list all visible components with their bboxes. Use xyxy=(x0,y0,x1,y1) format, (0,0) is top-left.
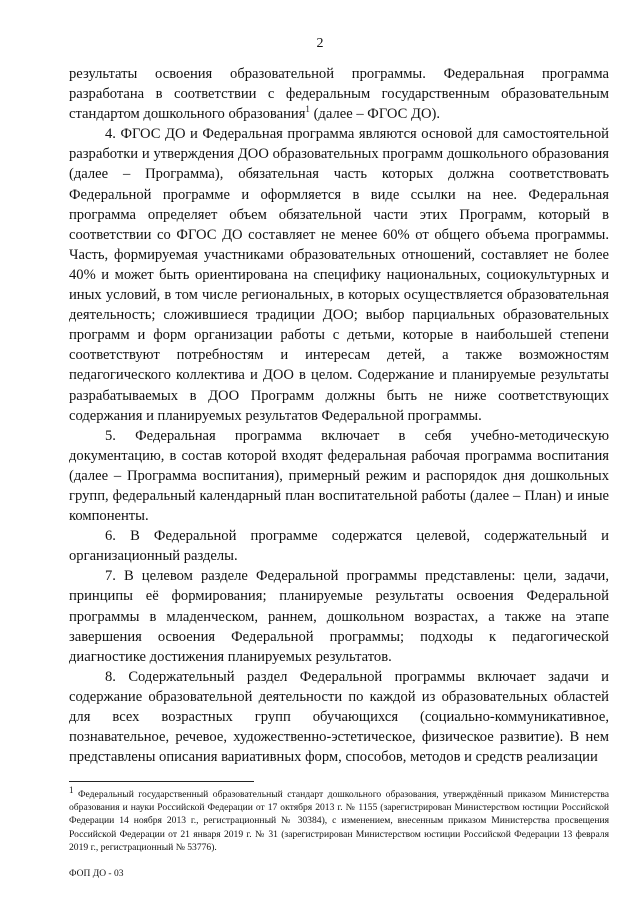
footnote-divider xyxy=(69,781,254,782)
footnote xyxy=(69,784,609,854)
body-text xyxy=(69,64,609,767)
paragraph-continuation xyxy=(69,64,609,124)
footnote-text: Федеральный государственный образовательный стандарт дошкольного образования, утверждённый приказом Министерства образования и науки Российской Федерации от 17 октября 2013 г. № 1155 (зарегистрирован Министерством юстиции Российской Федерации 14 ноября 2013 г., регистрационный № 30384), с изменением, внесенным приказом Министерства просвещения Российской Федерации от 21 января 2019 г. № 31 (зарегистрирован Министерством юстиции Российской Федерации 13 февраля 2019 г., регистрационный № 53776). xyxy=(69,789,609,853)
paragraph-5: 5. Федеральная программа включает в себя учебно-методическую документацию, в состав которой входят федеральная рабочая программа воспитания (далее – Программа воспитания), примерный режим и распорядок дня дошкольных групп, федеральный календарный план воспитательной работы (далее – План) и иные компоненты. xyxy=(69,427,609,525)
footnote-reference: 1 xyxy=(305,104,310,115)
paragraph-6: 6. В Федеральной программе содержатся целевой, содержательный и организационный разделы. xyxy=(69,528,609,565)
footnote-marker: 1 xyxy=(69,784,74,795)
paragraph-text: результаты освоения образовательной программы. Федеральная программа разработана в соответствии с федеральным государственным образовательным стандартом дошкольного образования xyxy=(69,66,609,123)
paragraph-4: 4. ФГОС ДО и Федеральная программа являются основой для самостоятельной разработки и утверждения ДОО образовательных программ дошкольного образования (далее – Программа), обязательная часть которых должна соответствовать Федеральной программе и оформляется в виде ссылки на нее. Федеральная программа определяет объем обязательной части этих Программ, который в соответствии со ФГОС ДО составляет не менее 60% от общего объема программы. Часть, формируемая участниками образовательных отношений, составляет не более 40% и может быть ориентирована на специфику национальных, социокультурных и иных условий, в том числе региональных, в которых осуществляется образовательная деятельность; сложившиеся традиции ДОО; выбор парциальных образовательных программ и форм организации работы с детьми, которые в наибольшей степени соответствуют потребностям и интересам детей, а также возможностям педагогического коллектива и ДОО в целом. Содержание и планируемые результаты разрабатываемых в ДОО Программ должны быть не ниже соответствующих содержания и планируемых результатов Федеральной программы. xyxy=(69,126,609,424)
paragraph-8: 8. Содержательный раздел Федеральной программы включает задачи и содержание образовательной деятельности по каждой из образовательных областей для всех возрастных групп обучающихся (социально-коммуникативное, познавательное, речевое, художественно-эстетическое, физическое развитие). В нем представлены описания вариативных форм, способов, методов и средств реализации xyxy=(69,668,609,766)
page-number: 2 xyxy=(316,36,324,51)
paragraph-7: 7. В целевом разделе Федеральной программы представлены: цели, задачи, принципы её формирования; планируемые результаты освоения Федеральной программы в младенческом, раннем, дошкольном возрастах, а также на этапе завершения освоения Федеральной программы; подходы к педагогической диагностике достижения планируемых результатов. xyxy=(69,568,609,665)
paragraph-tail: (далее – ФГОС ДО). xyxy=(309,106,440,123)
document-code: ФОП ДО - 03 xyxy=(69,869,124,879)
